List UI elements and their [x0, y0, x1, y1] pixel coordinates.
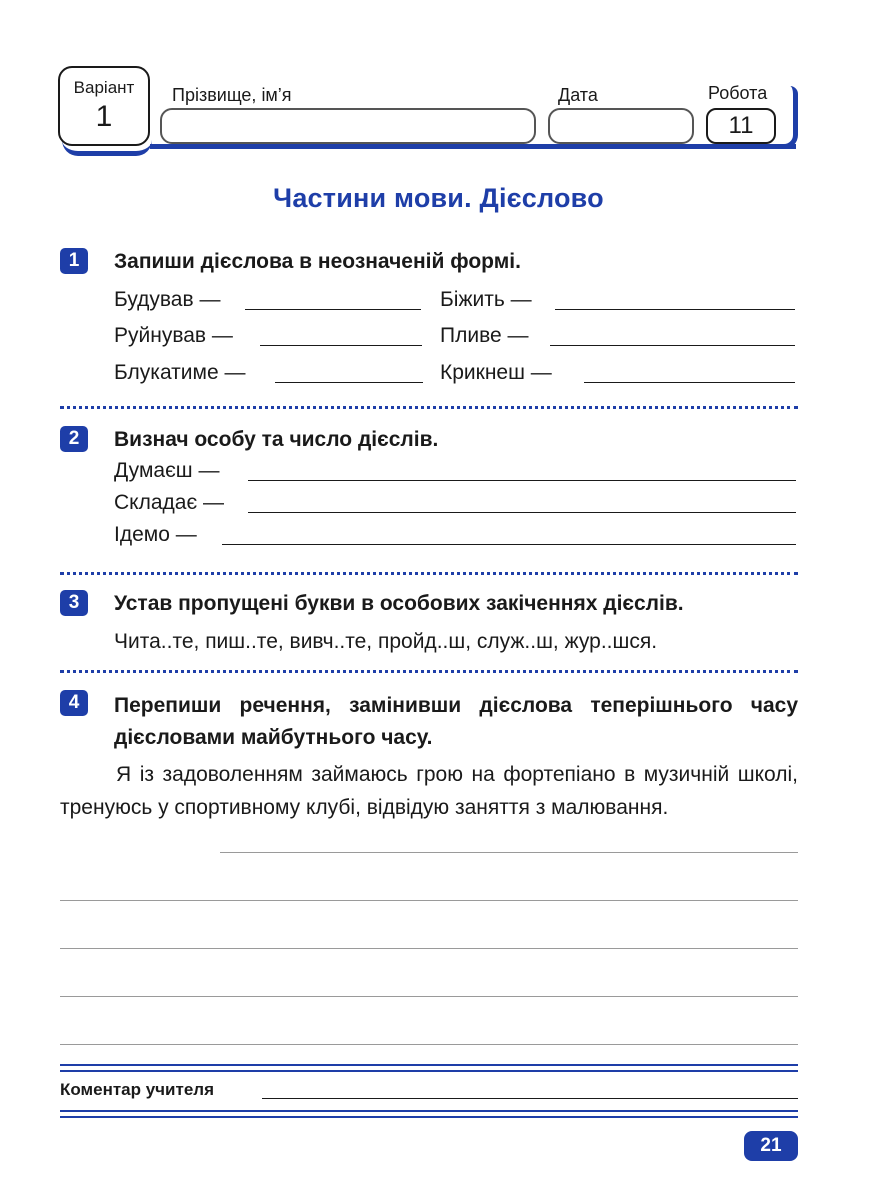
- task-2-badge: 2: [60, 426, 88, 452]
- teacher-comment-label: Коментар учителя: [60, 1080, 214, 1099]
- task-4-text: Я із задоволенням займаюсь грою на фортепіано в музичній школі, тренуюсь у спортивному клубі, відвідую заняття з малювання.: [60, 763, 798, 819]
- footer-rule-top-1: [60, 1064, 798, 1066]
- task-3-badge: 3: [60, 590, 88, 616]
- writing-line-3[interactable]: [60, 948, 798, 949]
- footer-rule-top-2: [60, 1070, 798, 1072]
- variant-number: 1: [95, 100, 113, 133]
- footer-rule-bottom-2: [60, 1116, 798, 1118]
- task-1-right-3: Крикнеш —: [440, 361, 552, 384]
- task-2-answer-2[interactable]: [248, 512, 796, 513]
- footer-rule-bottom-1: [60, 1110, 798, 1112]
- task-1-answer-left-3[interactable]: [275, 382, 423, 383]
- task-1-answer-right-3[interactable]: [584, 382, 795, 383]
- task-1-left-3: Блукатиме —: [114, 361, 246, 384]
- separator-2: [60, 572, 798, 575]
- task-4-title: Перепиши речення, замінивши дієслова теперішнього часу дієсловами майбутнього часу.: [114, 694, 798, 749]
- page-title: Частини мови. Дієслово: [273, 183, 604, 213]
- task-1-answer-left-2[interactable]: [260, 345, 422, 346]
- task-2-row-1: Думаєш —: [114, 459, 220, 482]
- name-field[interactable]: [160, 108, 536, 144]
- task-1-answer-left-1[interactable]: [245, 309, 421, 310]
- header-underline: [150, 144, 796, 149]
- task-2-row-3: Ідемо —: [114, 523, 197, 546]
- writing-line-4[interactable]: [60, 996, 798, 997]
- date-field[interactable]: [548, 108, 694, 144]
- task-3-text: Чита..те, пиш..те, вивч..те, пройд..ш, служ..ш, жур..шся.: [114, 630, 658, 653]
- writing-line-2[interactable]: [60, 900, 798, 901]
- task-1-title: Запиши дієслова в неозначеній формі.: [114, 250, 521, 273]
- separator-3: [60, 670, 798, 673]
- task-1-left-1: Будував —: [114, 288, 221, 311]
- task-3-title: Устав пропущені букви в особових закіченнях дієслів.: [114, 592, 684, 615]
- writing-line-5[interactable]: [60, 1044, 798, 1045]
- task-2-answer-1[interactable]: [248, 480, 796, 481]
- task-1-answer-right-2[interactable]: [550, 345, 795, 346]
- task-2-row-2: Складає —: [114, 491, 225, 514]
- task-1-badge: 1: [60, 248, 88, 274]
- date-label: Дата: [558, 85, 598, 105]
- writing-line-1[interactable]: [220, 852, 798, 853]
- variant-label: Варіант: [73, 78, 135, 97]
- teacher-comment-line[interactable]: [262, 1098, 798, 1099]
- task-1-left-2: Руйнував —: [114, 324, 233, 347]
- page-number: 21: [744, 1131, 798, 1161]
- task-1-right-2: Пливе —: [440, 324, 529, 347]
- work-number-box: 11: [706, 108, 776, 144]
- task-1-answer-right-1[interactable]: [555, 309, 795, 310]
- task-1-right-1: Біжить —: [440, 288, 532, 311]
- separator-1: [60, 406, 798, 409]
- variant-box: [58, 66, 150, 146]
- header-decor-right: [776, 86, 798, 149]
- task-2-answer-3[interactable]: [222, 544, 796, 545]
- work-label: Робота: [708, 83, 768, 103]
- name-label: Прізвище, ім’я: [172, 85, 292, 105]
- task-4-badge: 4: [60, 690, 88, 716]
- task-2-title: Визнач особу та число дієслів.: [114, 428, 439, 451]
